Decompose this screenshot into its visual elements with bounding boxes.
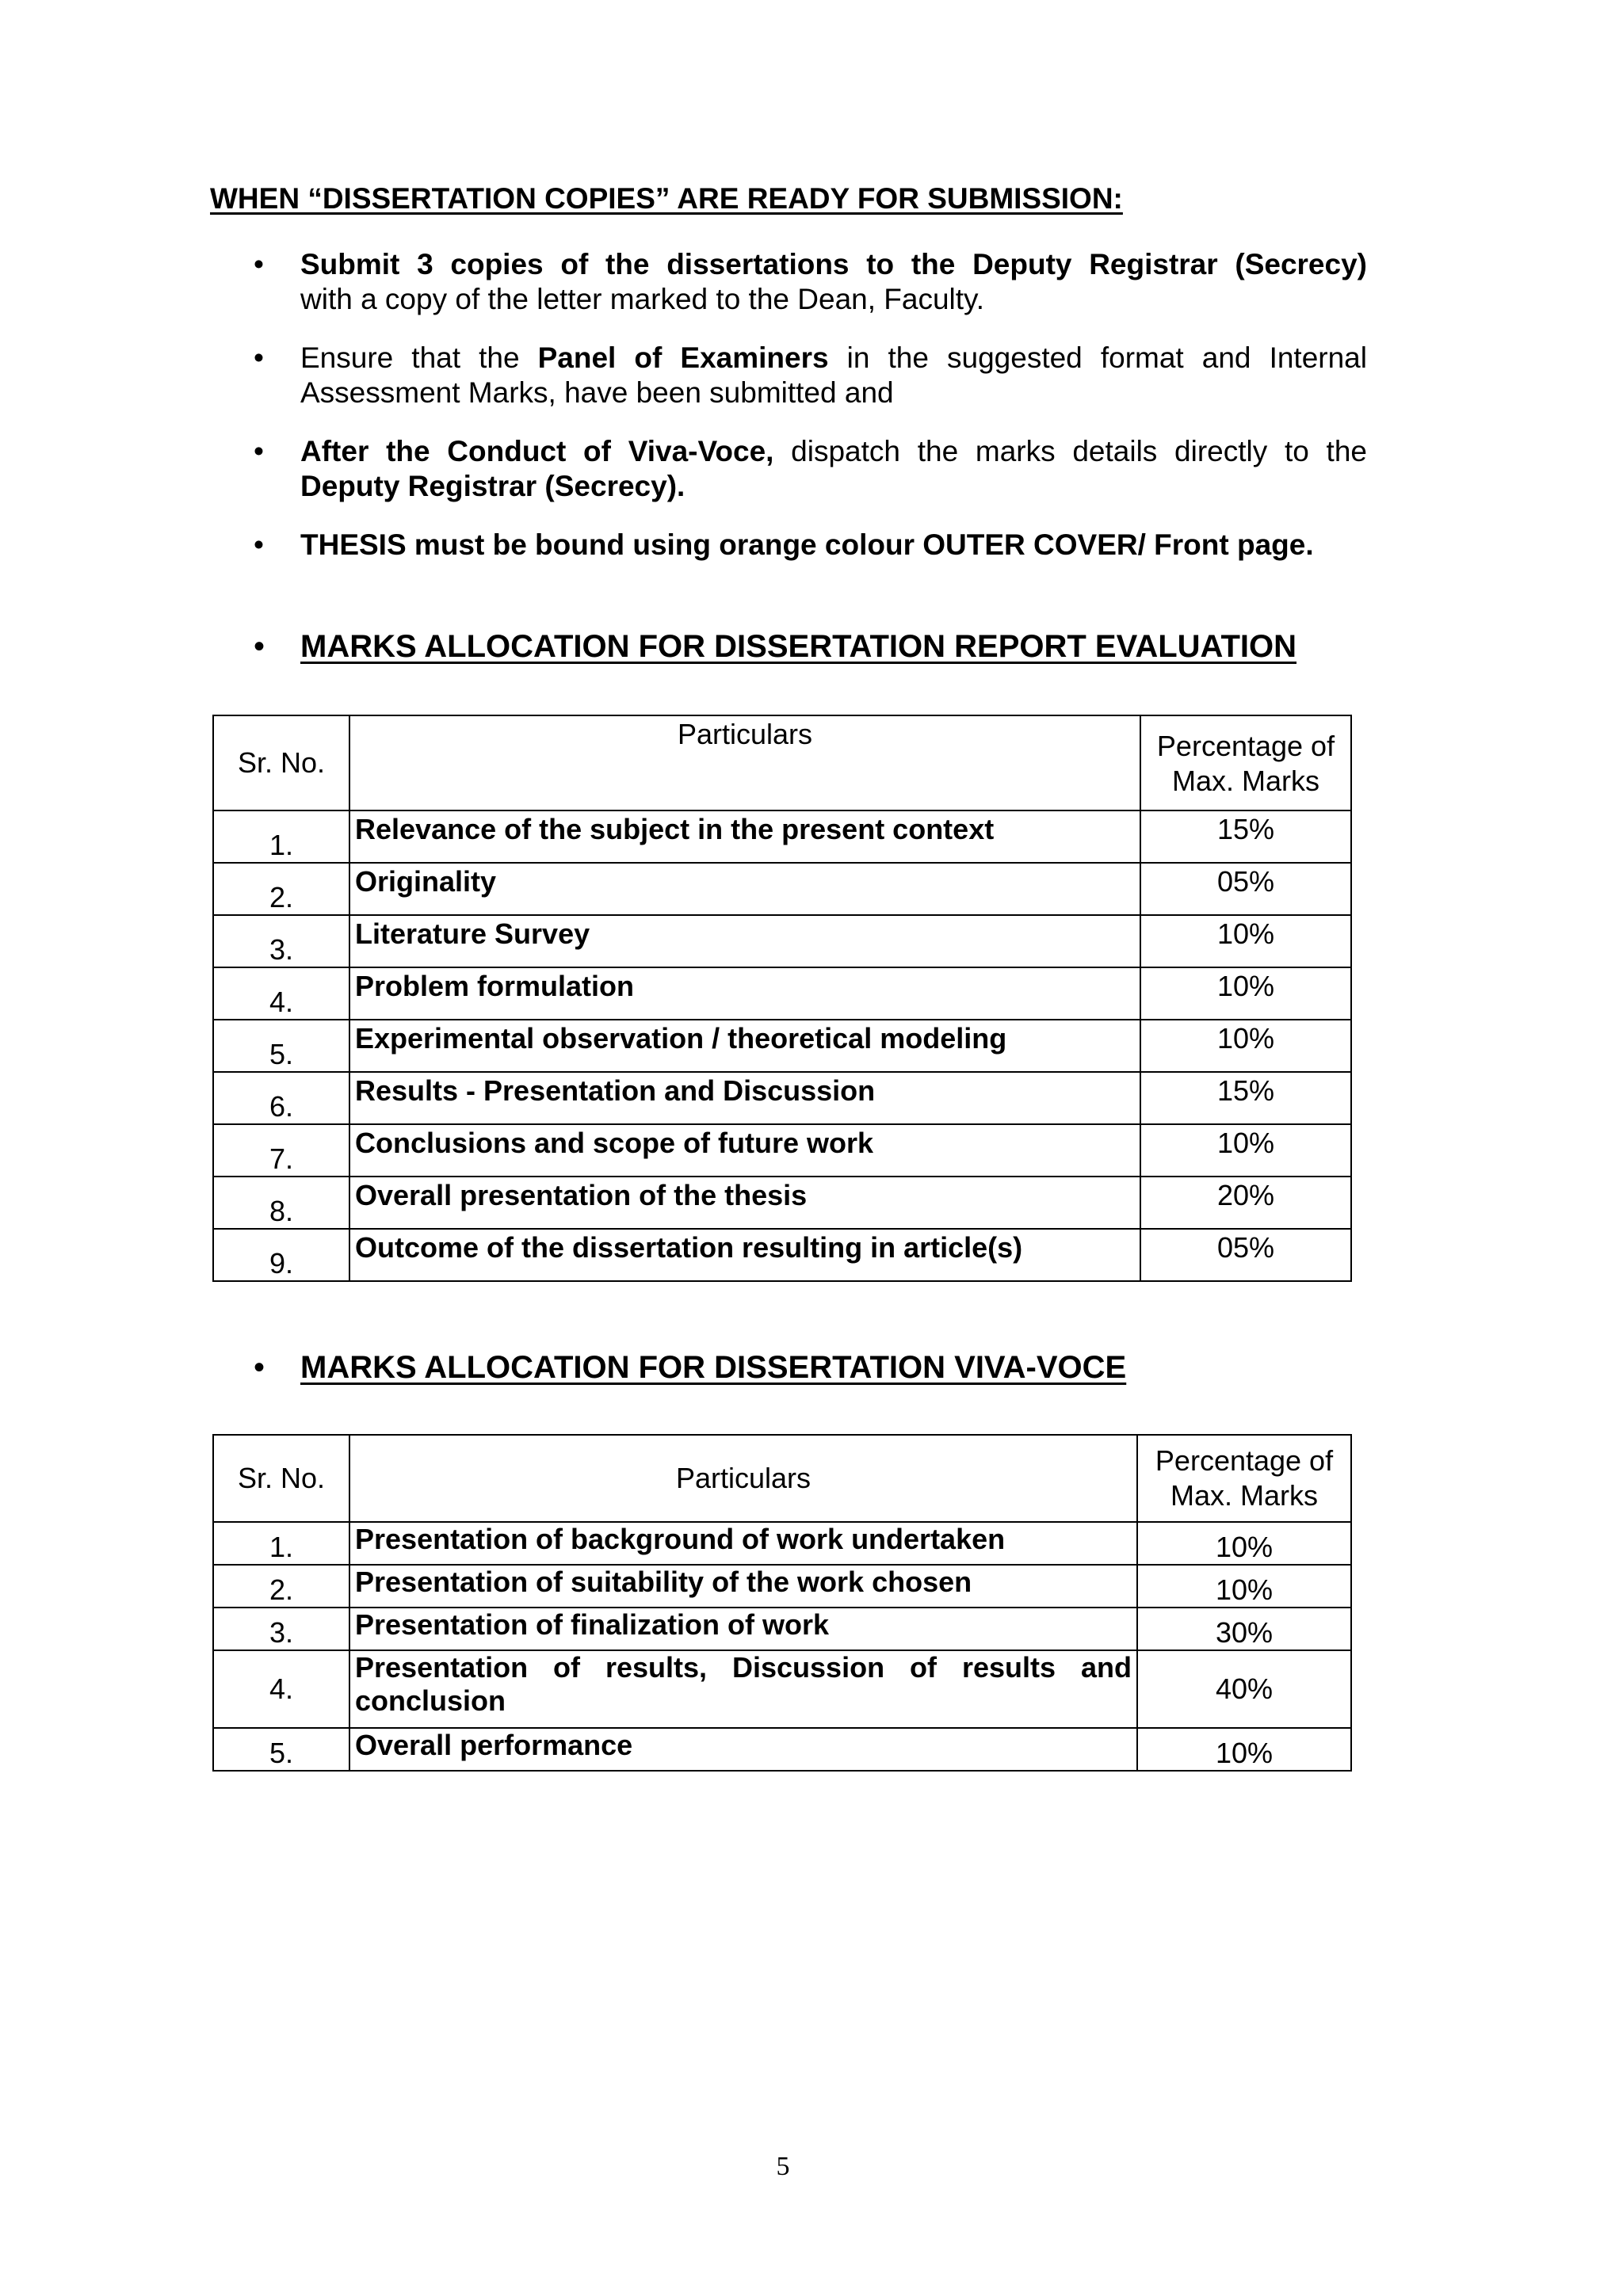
table-row bbox=[213, 1020, 1351, 1072]
row-sr-no: 4. bbox=[213, 967, 349, 1020]
row-sr-no: 4. bbox=[213, 1650, 349, 1728]
table-row bbox=[213, 1072, 1351, 1124]
row-sr-no: 9. bbox=[213, 1229, 349, 1281]
row-sr-no: 2. bbox=[213, 863, 349, 915]
instruction-text: dispatch the marks details directly to the bbox=[773, 435, 1367, 467]
page-number: 5 bbox=[776, 2152, 790, 2181]
row-particular: Outcome of the dissertation resulting in article(s) bbox=[349, 1229, 1140, 1281]
row-percentage: 10% bbox=[1137, 1565, 1351, 1608]
instruction-text: Ensure that the bbox=[300, 341, 538, 374]
section-title: MARKS ALLOCATION FOR DISSERTATION REPORT EVALUATION bbox=[300, 629, 1296, 664]
row-particular-line: conclusion bbox=[355, 1684, 506, 1717]
row-percentage: 10% bbox=[1140, 915, 1351, 967]
instruction-emphasis: Deputy Registrar (Secrecy). bbox=[300, 470, 685, 502]
instruction-viva-voce bbox=[210, 434, 1367, 504]
row-percentage: 15% bbox=[1140, 810, 1351, 863]
report-evaluation-table bbox=[212, 715, 1352, 1282]
header-percentage-line: Percentage of bbox=[1155, 1444, 1334, 1477]
header-percentage-line: Percentage of bbox=[1156, 730, 1335, 762]
row-percentage: 15% bbox=[1140, 1072, 1351, 1124]
bullet-icon: • bbox=[254, 629, 265, 664]
header-particulars: Particulars bbox=[349, 715, 1140, 810]
table-row bbox=[213, 967, 1351, 1020]
bullet-icon: • bbox=[254, 1350, 265, 1385]
table-row bbox=[213, 1728, 1351, 1771]
row-sr-no: 1. bbox=[213, 1522, 349, 1565]
instruction-submit-copies bbox=[210, 247, 1367, 317]
row-particular: Overall presentation of the thesis bbox=[349, 1177, 1140, 1229]
instruction-text: THESIS must be bound using orange colour OUTER COVER/ Front page. bbox=[300, 528, 1314, 561]
row-sr-no: 6. bbox=[213, 1072, 349, 1124]
table-header-row bbox=[213, 715, 1351, 810]
row-particular: Experimental observation / theoretical modeling bbox=[349, 1020, 1140, 1072]
table-row bbox=[213, 1229, 1351, 1281]
row-percentage: 10% bbox=[1137, 1522, 1351, 1565]
table-row bbox=[213, 1608, 1351, 1650]
row-particular-line: Presentation of results, Discussion of results and bbox=[355, 1651, 1132, 1684]
row-percentage: 20% bbox=[1140, 1177, 1351, 1229]
row-percentage: 10% bbox=[1140, 1020, 1351, 1072]
instruction-line bbox=[300, 434, 1367, 469]
report-evaluation-heading bbox=[210, 629, 1399, 669]
section-title: MARKS ALLOCATION FOR DISSERTATION VIVA-VOCE bbox=[300, 1350, 1127, 1385]
row-particular: Results - Presentation and Discussion bbox=[349, 1072, 1140, 1124]
bullet-icon: • bbox=[254, 341, 264, 374]
row-percentage: 10% bbox=[1137, 1728, 1351, 1771]
submission-heading: WHEN “DISSERTATION COPIES” ARE READY FOR SUBMISSION: bbox=[210, 182, 1123, 215]
instruction-emphasis: Panel of Examiners bbox=[537, 341, 829, 374]
row-particular: Relevance of the subject in the present context bbox=[349, 810, 1140, 863]
header-percentage-line: Max. Marks bbox=[1171, 765, 1319, 797]
table-row bbox=[213, 1565, 1351, 1608]
row-sr-no: 3. bbox=[213, 1608, 349, 1650]
header-particulars: Particulars bbox=[349, 1435, 1137, 1522]
row-sr-no: 7. bbox=[213, 1124, 349, 1177]
instruction-text: with a copy of the letter marked to the Dean, Faculty. bbox=[300, 283, 985, 315]
row-percentage: 30% bbox=[1137, 1608, 1351, 1650]
bullet-icon: • bbox=[254, 248, 264, 280]
row-sr-no: 5. bbox=[213, 1728, 349, 1771]
row-percentage: 05% bbox=[1140, 863, 1351, 915]
row-percentage: 10% bbox=[1140, 967, 1351, 1020]
row-particular: Conclusions and scope of future work bbox=[349, 1124, 1140, 1177]
header-percentage bbox=[1140, 715, 1351, 810]
table-row bbox=[213, 810, 1351, 863]
instruction-text: Submit 3 copies of the dissertations to the Deputy Registrar (Secrecy) bbox=[300, 248, 1367, 280]
instruction-emphasis: After the Conduct of Viva-Voce, bbox=[300, 435, 774, 467]
header-percentage-line: Max. Marks bbox=[1170, 1479, 1318, 1512]
row-particular: Problem formulation bbox=[349, 967, 1140, 1020]
header-sr-no: Sr. No. bbox=[213, 715, 349, 810]
row-particular: Presentation of suitability of the work chosen bbox=[349, 1565, 1137, 1608]
header-sr-no: Sr. No. bbox=[213, 1435, 349, 1522]
row-sr-no: 1. bbox=[213, 810, 349, 863]
table-row bbox=[213, 1177, 1351, 1229]
row-particular: Originality bbox=[349, 863, 1140, 915]
row-particular bbox=[349, 1650, 1137, 1728]
row-particular: Overall performance bbox=[349, 1728, 1137, 1771]
submission-instructions bbox=[210, 247, 1367, 563]
row-sr-no: 3. bbox=[213, 915, 349, 967]
instruction-panel-of-examiners bbox=[210, 341, 1367, 410]
instruction-text: Assessment Marks, have been submitted and bbox=[300, 376, 894, 409]
table-row bbox=[213, 1124, 1351, 1177]
row-particular: Presentation of background of work undertaken bbox=[349, 1522, 1137, 1565]
table-row bbox=[213, 915, 1351, 967]
table-row bbox=[213, 1522, 1351, 1565]
viva-voce-heading bbox=[210, 1350, 1399, 1390]
table-header-row bbox=[213, 1435, 1351, 1522]
instruction-line bbox=[300, 341, 1367, 376]
table-row bbox=[213, 1650, 1351, 1728]
bullet-icon: • bbox=[254, 528, 264, 561]
table-row bbox=[213, 863, 1351, 915]
row-sr-no: 8. bbox=[213, 1177, 349, 1229]
header-percentage bbox=[1137, 1435, 1351, 1522]
viva-voce-table bbox=[212, 1434, 1352, 1772]
row-sr-no: 2. bbox=[213, 1565, 349, 1608]
row-particular: Presentation of finalization of work bbox=[349, 1608, 1137, 1650]
instruction-thesis-binding bbox=[210, 528, 1367, 563]
bullet-icon: • bbox=[254, 435, 264, 467]
row-sr-no: 5. bbox=[213, 1020, 349, 1072]
instruction-text: in the suggested format and Internal bbox=[828, 341, 1367, 374]
row-percentage: 10% bbox=[1140, 1124, 1351, 1177]
row-percentage: 05% bbox=[1140, 1229, 1351, 1281]
row-percentage: 40% bbox=[1137, 1650, 1351, 1728]
row-particular: Literature Survey bbox=[349, 915, 1140, 967]
